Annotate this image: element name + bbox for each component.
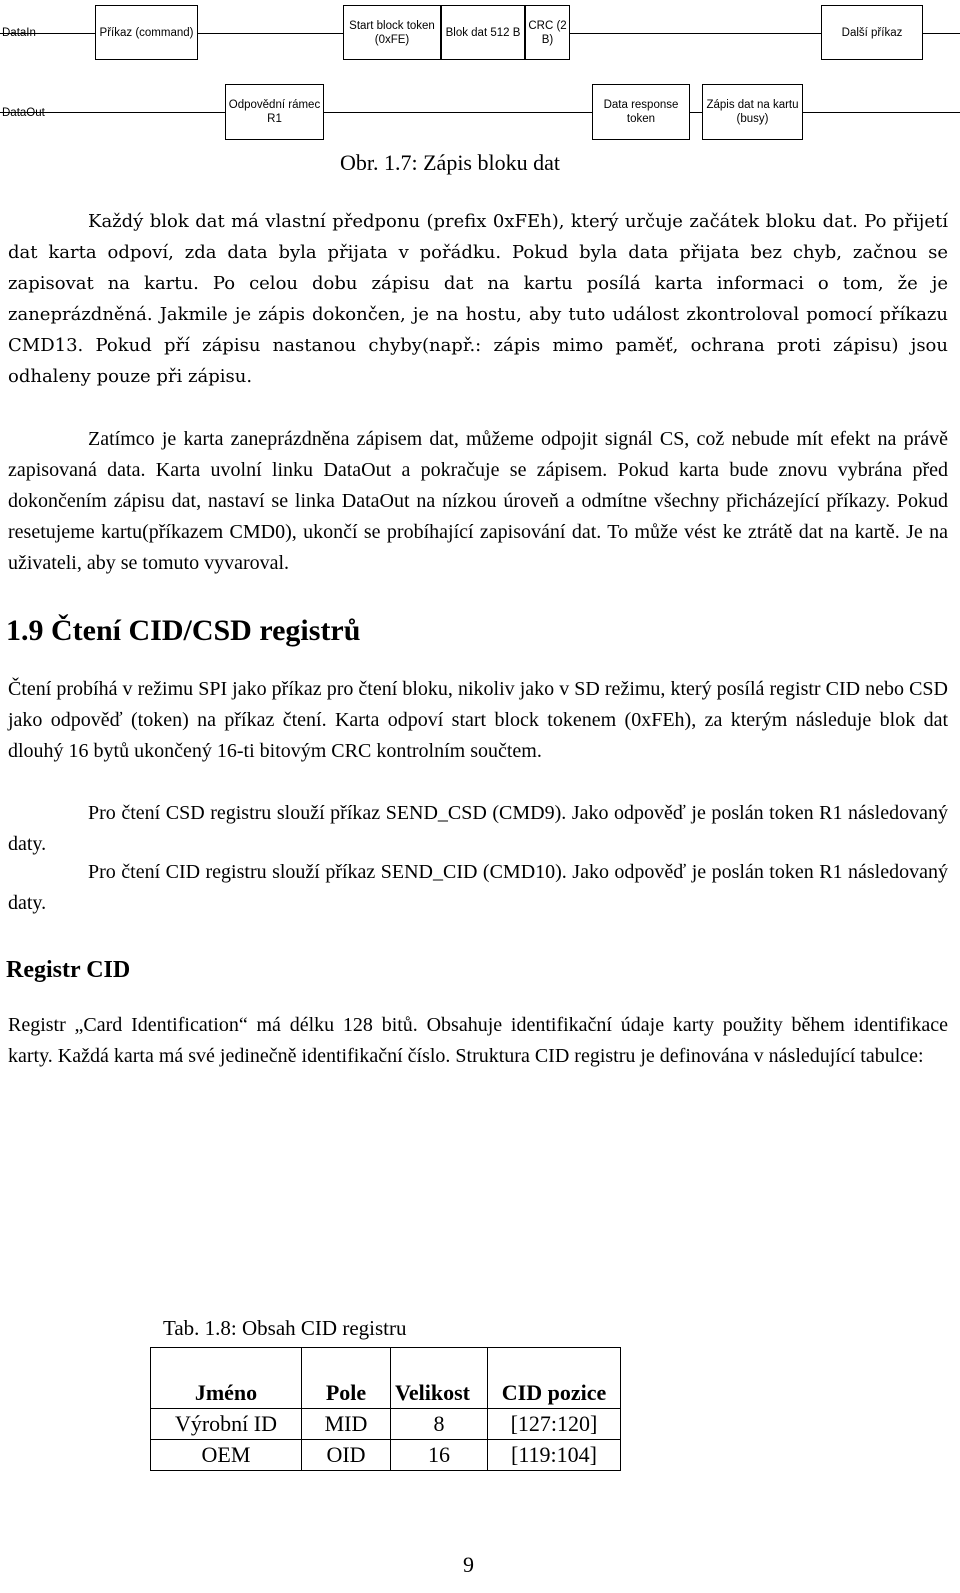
paragraph-write-prefix <box>8 206 948 392</box>
paragraph-cid-read <box>8 857 948 919</box>
table-caption: Tab. 1.8: Obsah CID registru <box>163 1316 407 1340</box>
figure-caption: Obr. 1.7: Zápis bloku dat <box>340 150 560 175</box>
table-row <box>151 1440 621 1471</box>
dataout-response-token-box: Data response token <box>592 84 690 140</box>
table-header: Pole <box>302 1348 391 1409</box>
datain-data-block-box: Blok dat 512 B <box>441 5 525 60</box>
table-cell: Výrobní ID <box>151 1409 302 1440</box>
paragraph-spi-read <box>8 674 948 767</box>
paragraph-text: Zatímco je karta zaneprázdněna zápisem dat, můžeme odpojit signál CS, což nebude mít efekt na právě zapisovaná data. Karta uvolní linku DataOut a pokračuje se zápisem. Pokud karta bude znovu vybrána před dokončením zápisu dat, nastaví se linka DataOut na nízkou úroveň a odmítne všechny přicházející příkazy. Pokud resetujeme kartu(příkazem CMD0), ukončí se probíhající zapisování dat. To může vést ke ztrátě dat na kartě. Je na uživateli, aby se tomuto vyvaroval. <box>8 428 948 574</box>
table-cell: OID <box>302 1440 391 1471</box>
dataout-busy-box: Zápis dat na kartu (busy) <box>702 84 803 140</box>
table-cell: OEM <box>151 1440 302 1471</box>
timing-diagram <box>0 0 960 150</box>
table-header: CID pozice <box>488 1348 621 1409</box>
table-row <box>151 1409 621 1440</box>
datain-next-command-box: Další příkaz <box>821 5 923 60</box>
datain-label: DataIn <box>2 27 36 39</box>
subsection-heading: Registr CID <box>6 957 131 983</box>
table-header-row <box>151 1348 621 1409</box>
paragraph-csd-read <box>8 798 948 860</box>
datain-start-token-box: Start block token (0xFE) <box>343 5 441 60</box>
page-number: 9 <box>463 1552 474 1577</box>
section-heading: 1.9 Čtení CID/CSD registrů <box>6 614 361 647</box>
table-cell: [119:104] <box>488 1440 621 1471</box>
datain-crc-box: CRC (2 B) <box>525 5 570 60</box>
paragraph-text: Registr „Card Identification“ má délku 128 bitů. Obsahuje identifikační údaje karty použity během identifikace karty. Každá karta má své jedinečně identifikační číslo. Struktura CID registru je definována v následující tabulce: <box>8 1014 948 1067</box>
table-cell: MID <box>302 1409 391 1440</box>
table-cell: [127:120] <box>488 1409 621 1440</box>
paragraph-cid-register <box>8 1010 948 1072</box>
datain-command-box: Příkaz (command) <box>95 5 198 60</box>
dataout-r1-box: Odpovědní rámec R1 <box>225 84 324 140</box>
table-header: Velikost <box>391 1348 488 1409</box>
cid-table <box>150 1347 621 1471</box>
table-header: Jméno <box>151 1348 302 1409</box>
table-cell: 16 <box>391 1440 488 1471</box>
paragraph-text: Pro čtení CSD registru slouží příkaz SEND_CSD (CMD9). Jako odpověď je poslán token R1 následovaný daty. <box>8 802 948 855</box>
paragraph-cs-disconnect <box>8 424 948 579</box>
paragraph-text: Každý blok dat má vlastní předponu (prefix 0xFEh), který určuje začátek bloku dat. Po přijetí dat karta odpoví, zda data byla přijata v pořádku. Pokud byla data přijata bez chyb, začnou se zapisovat na kartu. Po celou dobu zápisu dat na kartu posílá karta informaci o tom, že je zaneprázdněná. Jakmile je zápis dokončen, je na hostu, aby tuto událost zkontroloval pomocí příkazu CMD13. Pokud pří zápisu nastanou chyby(např.: zápis mimo paměť, ochrana proti zápisu) jsou odhaleny pouze při zápisu. <box>8 211 948 387</box>
paragraph-text: Čtení probíhá v režimu SPI jako příkaz pro čtení bloku, nikoliv jako v SD režimu, který posílá registr CID nebo CSD jako odpověď (token) na příkaz čtení. Karta odpoví start block tokenem (0xFEh), za kterým následuje blok dat dlouhý 16 bytů ukončený 16-ti bitovým CRC kontrolním součtem. <box>8 678 948 762</box>
dataout-label: DataOut <box>2 106 45 119</box>
paragraph-text: Pro čtení CID registru slouží příkaz SEND_CID (CMD10). Jako odpověď je poslán token R1 následovaný daty. <box>8 861 948 914</box>
table-cell: 8 <box>391 1409 488 1440</box>
